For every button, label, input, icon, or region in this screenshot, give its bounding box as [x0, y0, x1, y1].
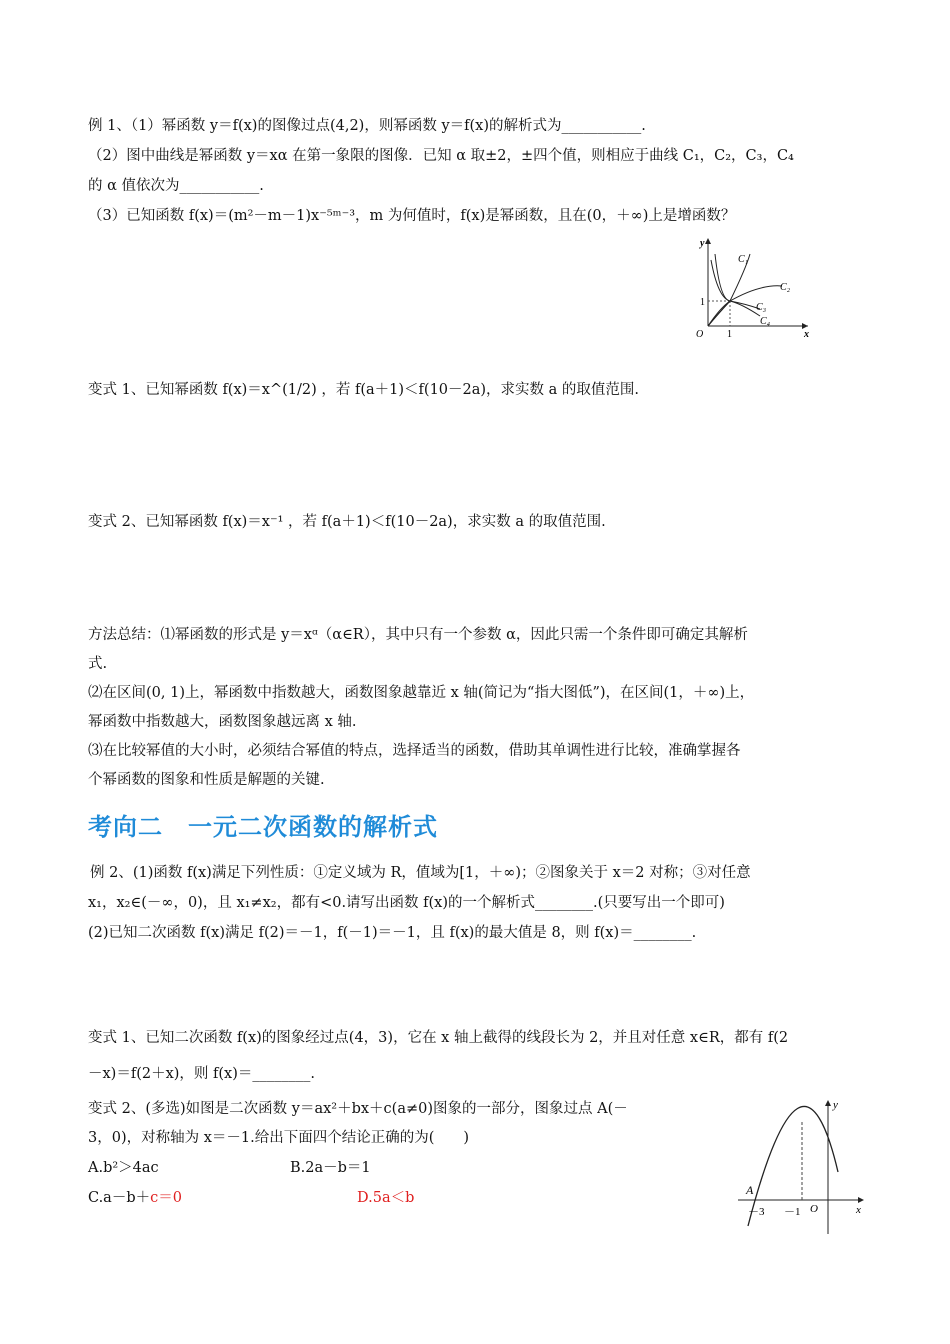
- x-label: x: [856, 1204, 861, 1216]
- y-label: y: [700, 238, 705, 249]
- ex2-line2: x₁，x₂∈(－∞，0)，且 x₁≠x₂，都有<0.请写出函数 f(x)的一个解析式________.(只要写出一个即可): [88, 895, 725, 911]
- tick-minus-1: －1: [784, 1206, 801, 1218]
- method-line3: ⑵在区间(0, 1)上，幂函数中指数越大，函数图象越靠近 x 轴(简记为“指大图低”)，在区间(1，＋∞)上，: [88, 685, 755, 701]
- method-line1: 方法总结：⑴幂函数的形式是 y＝xᵅ（α∈R），其中只有一个参数 α，因此只需一个条件即可确定其解析: [88, 627, 748, 643]
- label-c3: C₃: [756, 302, 767, 313]
- curve-c3: [708, 301, 760, 326]
- x-label: x: [804, 329, 809, 340]
- label-c4: C₄: [760, 316, 771, 327]
- x-axis-arrow: [858, 1197, 864, 1203]
- power-function-graph: [690, 234, 820, 340]
- parabola-graph: [734, 1094, 868, 1236]
- var4-line2: 3，0)，对称轴为 x＝－1.给出下面四个结论正确的为( ): [88, 1130, 470, 1146]
- method-line4: 幂函数中指数越大，函数图象越远离 x 轴.: [88, 714, 357, 730]
- option-c-answer: c＝0: [150, 1190, 182, 1206]
- variant1: 变式 1、已知幂函数 f(x)＝x^(1/2) ，若 f(a＋1)＜f(10－2a)，求实数 a 的取值范围.: [88, 382, 640, 398]
- origin-label: O: [810, 1203, 818, 1215]
- origin-label: O: [696, 329, 704, 340]
- option-c[interactable]: [88, 1188, 182, 1208]
- method-line6: 个幂函数的图象和性质是解题的关键.: [88, 772, 325, 788]
- y-axis-arrow: [705, 238, 711, 244]
- tick-minus-3: －3: [748, 1206, 765, 1218]
- var4-line1: 变式 2、(多选)如图是二次函数 y＝ax²＋bx＋c(a≠0)图象的一部分，图象过点 A(－: [88, 1101, 628, 1117]
- tick-one-y: 1: [700, 297, 705, 308]
- section-title: 考向二 一元二次函数的解析式: [88, 813, 438, 841]
- ex1-line4: （3）已知函数 f(x)＝(m²－m－1)x⁻⁵ᵐ⁻³，m 为何值时，f(x)是幂函数，且在(0，＋∞)上是增函数？: [88, 208, 736, 224]
- label-c1: C₁: [738, 254, 749, 265]
- curve-c3-branch: [711, 260, 730, 301]
- ex1-line3: 的 α 值依次为___________.: [88, 178, 264, 194]
- point-a-label: A: [746, 1183, 754, 1197]
- option-d[interactable]: D.5a＜b: [357, 1190, 415, 1206]
- var3-line2: －x)＝f(2＋x)，则 f(x)＝________.: [88, 1066, 315, 1082]
- variant2: 变式 2、已知幂函数 f(x)＝x⁻¹ ，若 f(a＋1)＜f(10－2a)，求实数 a 的取值范围.: [88, 514, 606, 530]
- curve-c2: [708, 286, 782, 326]
- option-c-prefix: C.a－b＋: [88, 1190, 151, 1206]
- method-line5: ⑶在比较幂值的大小时，必须结合幂值的特点，选择适当的函数，借助其单调性进行比较，准确掌握各: [88, 743, 741, 759]
- ex2-line3: (2)已知二次函数 f(x)满足 f(2)＝－1，f(－1)＝－1，且 f(x)的最大值是 8，则 f(x)＝________.: [88, 925, 697, 941]
- option-b[interactable]: B.2a－b＝1: [290, 1160, 371, 1176]
- method-line2: 式.: [88, 656, 108, 672]
- label-c2: C₂: [780, 282, 791, 293]
- y-label: y: [833, 1099, 838, 1111]
- option-a[interactable]: A.b²＞4ac: [88, 1160, 159, 1176]
- tick-one-x: 1: [727, 329, 732, 340]
- ex2-line1: 例 2、(1)函数 f(x)满足下列性质：①定义域为 R，值域为[1，＋∞)；②图象关于 x＝2 对称；③对任意: [90, 865, 751, 881]
- y-axis-arrow: [825, 1100, 831, 1106]
- ex1-line2: （2）图中曲线是幂函数 y＝xα 在第一象限的图像．已知 α 取±2，±四个值，则相应于曲线 C₁，C₂，C₃，C₄: [88, 148, 794, 164]
- ex1-line1: 例 1、（1）幂函数 y＝f(x)的图像过点(4,2)，则幂函数 y＝f(x)的解析式为___________.: [88, 118, 646, 134]
- var3-line1: 变式 1、已知二次函数 f(x)的图象经过点(4，3)，它在 x 轴上截得的线段长为 2，并且对任意 x∈R，都有 f(2: [88, 1030, 789, 1046]
